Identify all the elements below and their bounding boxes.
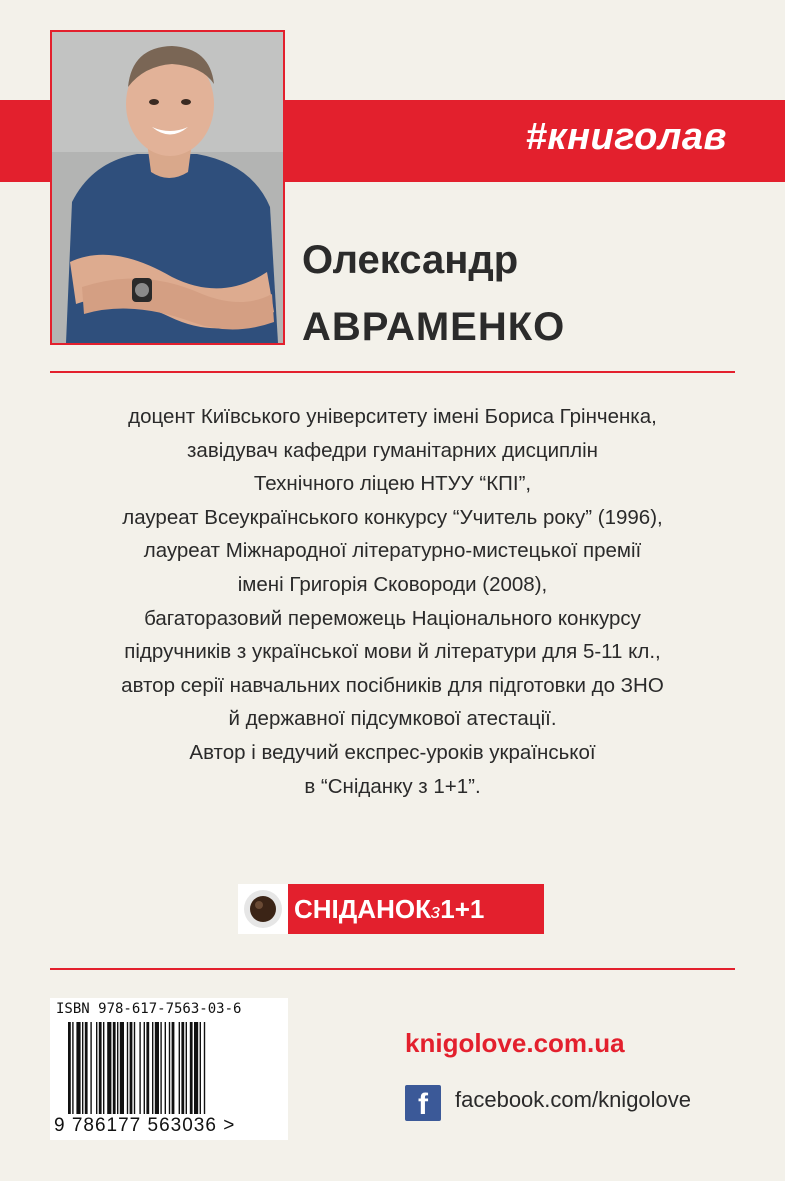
author-photo bbox=[50, 30, 285, 345]
bio-line: й державної підсумкової атестації. bbox=[228, 707, 557, 731]
bio-line: імені Григорія Сковороди (2008), bbox=[237, 572, 548, 596]
bio-line: доцент Київського університету імені Бориса Грінченка, bbox=[128, 405, 657, 428]
barcode-digits: 9 786177 563036 > bbox=[54, 1115, 236, 1136]
bio-line: лауреат Міжнародної літературно-мистецької премії bbox=[143, 539, 642, 563]
coffee-cup-icon bbox=[238, 884, 288, 934]
author-last-name: АВРАМЕНКО bbox=[302, 305, 566, 349]
publisher-hashtag: #книголав bbox=[525, 116, 727, 158]
author-bio bbox=[30, 400, 755, 803]
bio-line: автор серії навчальних посібників для підготовки до ЗНО bbox=[121, 673, 664, 697]
facebook-url: facebook.com/knigolove bbox=[455, 1087, 692, 1112]
author-portrait-illustration bbox=[52, 32, 283, 343]
bio-line: лауреат Всеукраїнського конкурсу “Учитель року” (1996), bbox=[122, 505, 663, 529]
website-link[interactable]: knigolove.com.ua bbox=[405, 1028, 625, 1058]
bio-line: Автор і ведучий експрес-уроків української bbox=[189, 740, 596, 764]
bio-line: підручників з української мови й літератури для 5-11 кл., bbox=[124, 640, 661, 664]
bio-line: завідувач кафедри гуманітарних дисциплін bbox=[187, 438, 598, 462]
divider-bottom bbox=[50, 968, 735, 970]
show-channel: 1+1 bbox=[440, 894, 485, 924]
bio-line: в “Сніданку з 1+1”. bbox=[304, 774, 481, 798]
facebook-icon: f bbox=[405, 1085, 441, 1121]
bio-line: багаторазовий переможець Національного конкурсу bbox=[144, 606, 641, 630]
author-first-name: Олександр bbox=[302, 238, 519, 282]
isbn-number: ISBN 978-617-7563-03-6 bbox=[56, 1001, 242, 1017]
divider-top bbox=[50, 371, 735, 373]
tv-show-logo bbox=[238, 884, 544, 934]
show-title: СНІДАНОК bbox=[294, 894, 431, 924]
barcode bbox=[50, 998, 288, 1140]
bio-line: Технічного ліцею НТУУ “КПІ”, bbox=[253, 472, 532, 496]
tv-show-name bbox=[288, 884, 544, 934]
show-connector: з bbox=[430, 901, 441, 923]
